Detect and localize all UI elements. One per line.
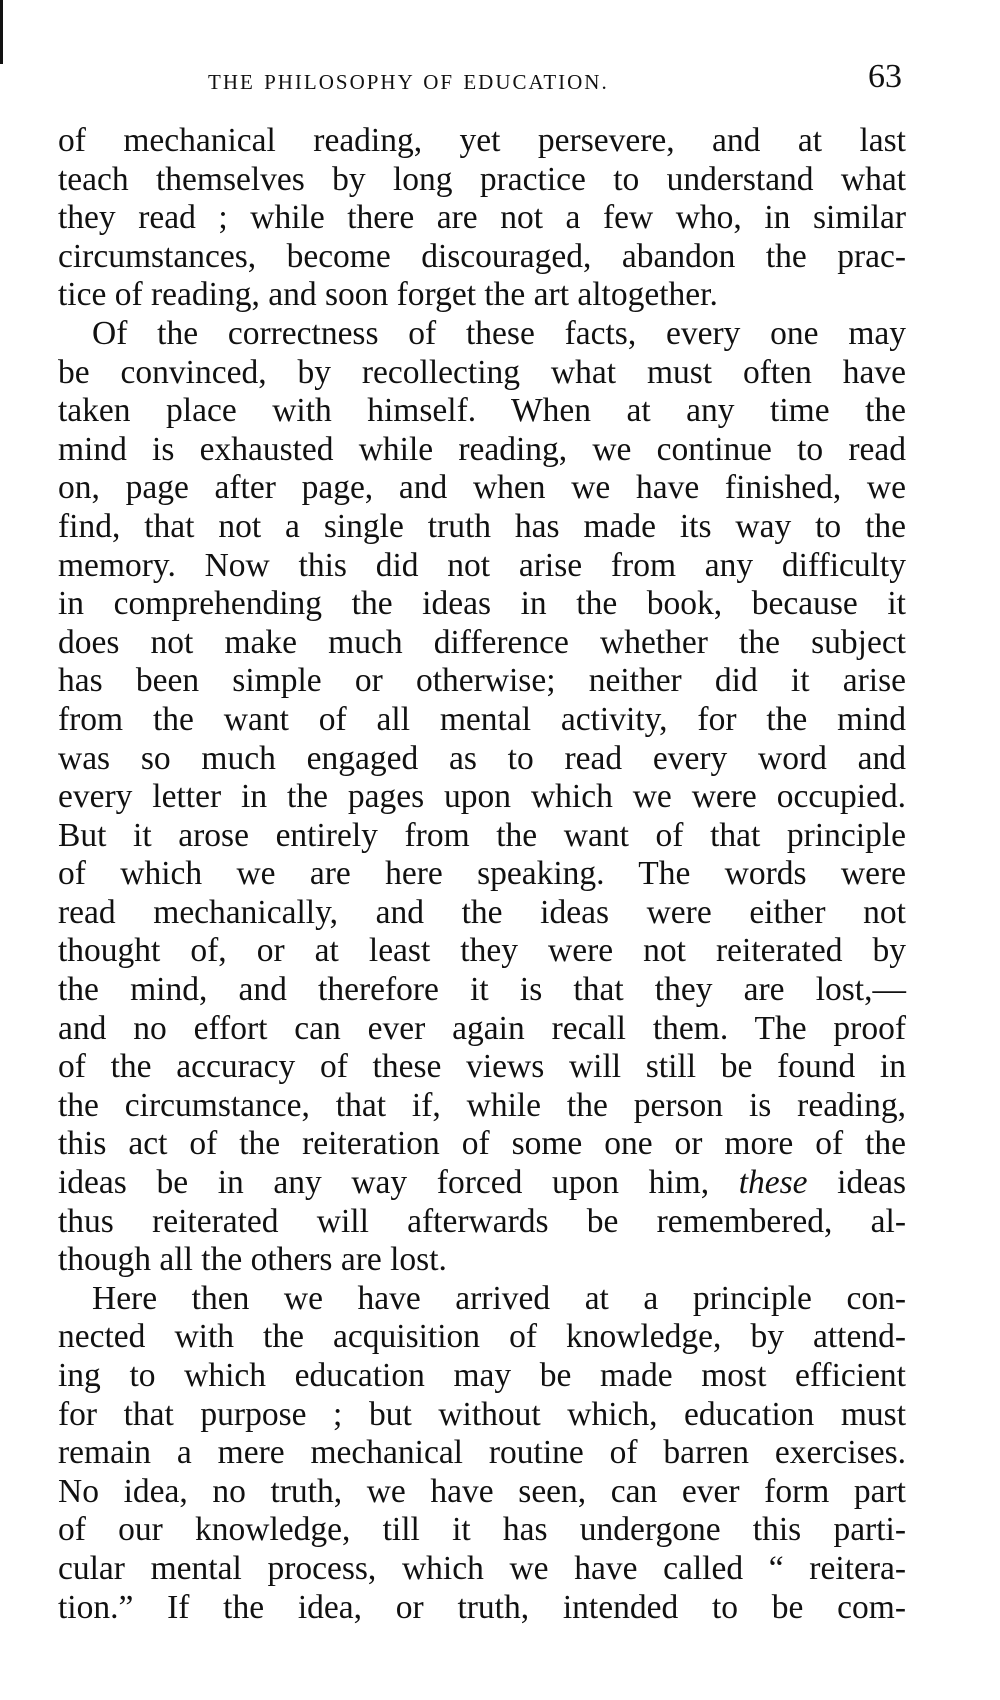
text-line: read mechanically, and the ideas were either not	[58, 893, 906, 931]
text-line: does not make much difference whether the subject	[58, 623, 906, 661]
text-line: this act of the reiteration of some one or more of the	[58, 1125, 906, 1163]
text-line: and no effort can ever again recall them. The proof	[58, 1009, 906, 1047]
body-text	[58, 122, 906, 1627]
text-line: be convinced, by recollecting what must often have	[58, 353, 906, 391]
running-title: THE PHILOSOPHY OF EDUCATION.	[208, 70, 609, 94]
text-line: ing to which education may be made most efficient	[58, 1357, 906, 1394]
page-number: 63	[868, 58, 902, 95]
paragraph-1	[58, 122, 906, 315]
text-line: was so much engaged as to read every word and	[58, 739, 906, 777]
text-line: tion.” If the idea, or truth, intended to be com-	[58, 1588, 906, 1626]
text-line: mind is exhausted while reading, we continue to read	[58, 430, 906, 468]
text-line: from the want of all mental activity, for the mind	[58, 700, 906, 738]
text-line: taken place with himself. When at any time the	[58, 392, 906, 430]
text-line: teach themselves by long practice to understand what	[58, 160, 906, 198]
text-line: for that purpose ; but without which, education must	[58, 1395, 906, 1433]
paragraph-2	[58, 315, 906, 1280]
text-line: of which we are here speaking. The words were	[58, 855, 906, 893]
text-line: Of the correctness of these facts, every one may	[92, 314, 906, 352]
text-line: every letter in the pages upon which we were occupied.	[58, 778, 906, 816]
text-line: find, that not a single truth has made its way to the	[58, 507, 906, 545]
text-line: Here then we have arrived at a principle con-	[92, 1279, 906, 1317]
text-line: of mechanical reading, yet persevere, and at last	[58, 122, 906, 159]
text-line: the mind, and therefore it is that they are lost,—	[58, 971, 906, 1009]
text-line: on, page after page, and when we have finished, we	[58, 469, 906, 507]
text-line: of the accuracy of these views will still be found in	[58, 1048, 906, 1086]
line-text-after-italic: ideas	[837, 1164, 907, 1202]
page-edge-mark	[0, 0, 3, 64]
text-line: cular mental process, which we have called “ reitera-	[58, 1549, 906, 1587]
text-line: they read ; while there are not a few who, in similar	[58, 199, 906, 237]
text-line: nected with the acquisition of knowledge, by attend-	[58, 1318, 906, 1356]
text-line: thought of, or at least they were not reiterated by	[58, 932, 906, 970]
text-line: circumstances, become discouraged, abandon the prac-	[58, 237, 906, 275]
text-line: tice of reading, and soon forget the art altogether.	[58, 276, 718, 314]
text-line: of our knowledge, till it has undergone this parti-	[58, 1511, 906, 1549]
text-line: memory. Now this did not arise from any difficulty	[58, 546, 906, 584]
text-line: No idea, no truth, we have seen, can ever form part	[58, 1472, 906, 1510]
text-line: But it arose entirely from the want of that principle	[58, 816, 906, 854]
line-text-before-italic: ideas be in any way forced upon him,	[58, 1164, 710, 1202]
running-head	[58, 58, 906, 102]
text-line: in comprehending the ideas in the book, because it	[58, 585, 906, 623]
text-line: though all the others are lost.	[58, 1241, 447, 1279]
italic-emphasis: these	[738, 1164, 808, 1202]
text-line: thus reiterated will afterwards be remembered, al-	[58, 1202, 906, 1240]
paragraph-3	[58, 1280, 906, 1627]
text-line-with-italic	[58, 1164, 906, 1203]
text-line: has been simple or otherwise; neither did it arise	[58, 662, 906, 700]
text-line: the circumstance, that if, while the person is reading,	[58, 1086, 906, 1124]
text-line: remain a mere mechanical routine of barren exercises.	[58, 1434, 906, 1472]
